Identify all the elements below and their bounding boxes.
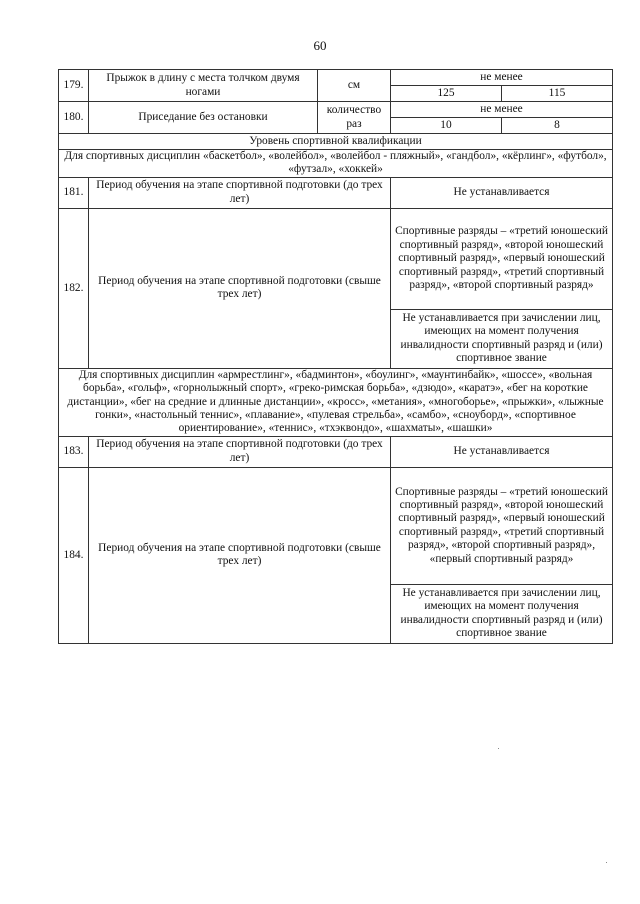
unit-cell [318,102,391,134]
condition-cell: не менее [391,70,613,86]
requirement-cell: Не устанавливается [391,436,613,467]
section-header: Уровень спортивной квалификации [59,134,613,150]
requirement-exception: Не устанавливается при зачислении лиц, имеющих на момент получения инвалидности спортивный разряд и (или) спортивное звание [391,309,613,368]
table-row-184 [59,467,613,584]
requirement-exception: Не устанавливается при зачислении лиц, имеющих на момент получения инвалидности спортивный разряд и (или) спортивное звание [391,584,613,643]
group-row-1 [59,150,613,178]
row-number: 181. [59,177,89,208]
section-header-row [59,134,613,150]
page-number: 60 [313,38,327,53]
value-boys: 10 [391,118,502,134]
unit-line: раз [346,117,362,130]
requirement-ranks: Спортивные разряды – «третий юношеский спортивный разряд», «второй юношеский спортивный разряд», «первый юношеский спортивный разряд», «третий спортивный разряд», «второй спортивный разряд» [391,208,613,309]
value-boys: 125 [391,86,502,102]
scan-speck [606,862,607,863]
table-row-179 [59,70,613,86]
value-girls: 115 [502,86,613,102]
value-girls: 8 [502,118,613,134]
period-name: Период обучения на этапе спортивной подготовки (до трех лет) [89,436,391,467]
standards-table [58,69,613,644]
row-number: 180. [59,102,89,134]
row-number: 179. [59,70,89,102]
unit-line: количество [326,104,382,117]
row-number: 183. [59,436,89,467]
table-row-181 [59,177,613,208]
discipline-group: Для спортивных дисциплин «армрестлинг», «бадминтон», «боулинг», «маунтинбайк», «шоссе», «вольная борьба», «гольф», «горнолыжный спорт», «греко-римская борьба», «дзюдо», «каратэ», «бег на короткие дистанции», «бег на средние и длинные дистанции», «кросс», «метания», «многоборье», «прыжки», «лыжные гонки», «настольный теннис», «плавание», «пулевая стрельба», «самбо», «сноуборд», «спортивное ориентирование», «теннис», «тхэквондо», «шахматы», «шашки» [59,368,613,436]
period-name: Период обучения на этапе спортивной подготовки (свыше трех лет) [89,467,391,643]
row-number: 184. [59,467,89,643]
period-name: Период обучения на этапе спортивной подготовки (до трех лет) [89,177,391,208]
exercise-name: Приседание без остановки [89,102,318,134]
scan-speck [498,748,499,749]
exercise-name: Прыжок в длину с места толчком двумя ногами [89,70,318,102]
condition-cell: не менее [391,102,613,118]
unit-cell: см [318,70,391,102]
table-row-180 [59,102,613,118]
row-number: 182. [59,208,89,368]
requirement-cell: Не устанавливается [391,177,613,208]
table-row-182 [59,208,613,309]
requirement-ranks: Спортивные разряды – «третий юношеский спортивный разряд», «второй юношеский спортивный разряд», «первый юношеский спортивный разряд», «третий спортивный разряд», «второй спортивный разряд», «первый спортивный разряд» [391,467,613,584]
period-name: Период обучения на этапе спортивной подготовки (свыше трех лет) [89,208,391,368]
group-row-2 [59,368,613,436]
table-row-183 [59,436,613,467]
discipline-group: Для спортивных дисциплин «баскетбол», «волейбол», «волейбол - пляжный», «гандбол», «кёрлинг», «футбол», «футзал», «хоккей» [59,150,613,178]
